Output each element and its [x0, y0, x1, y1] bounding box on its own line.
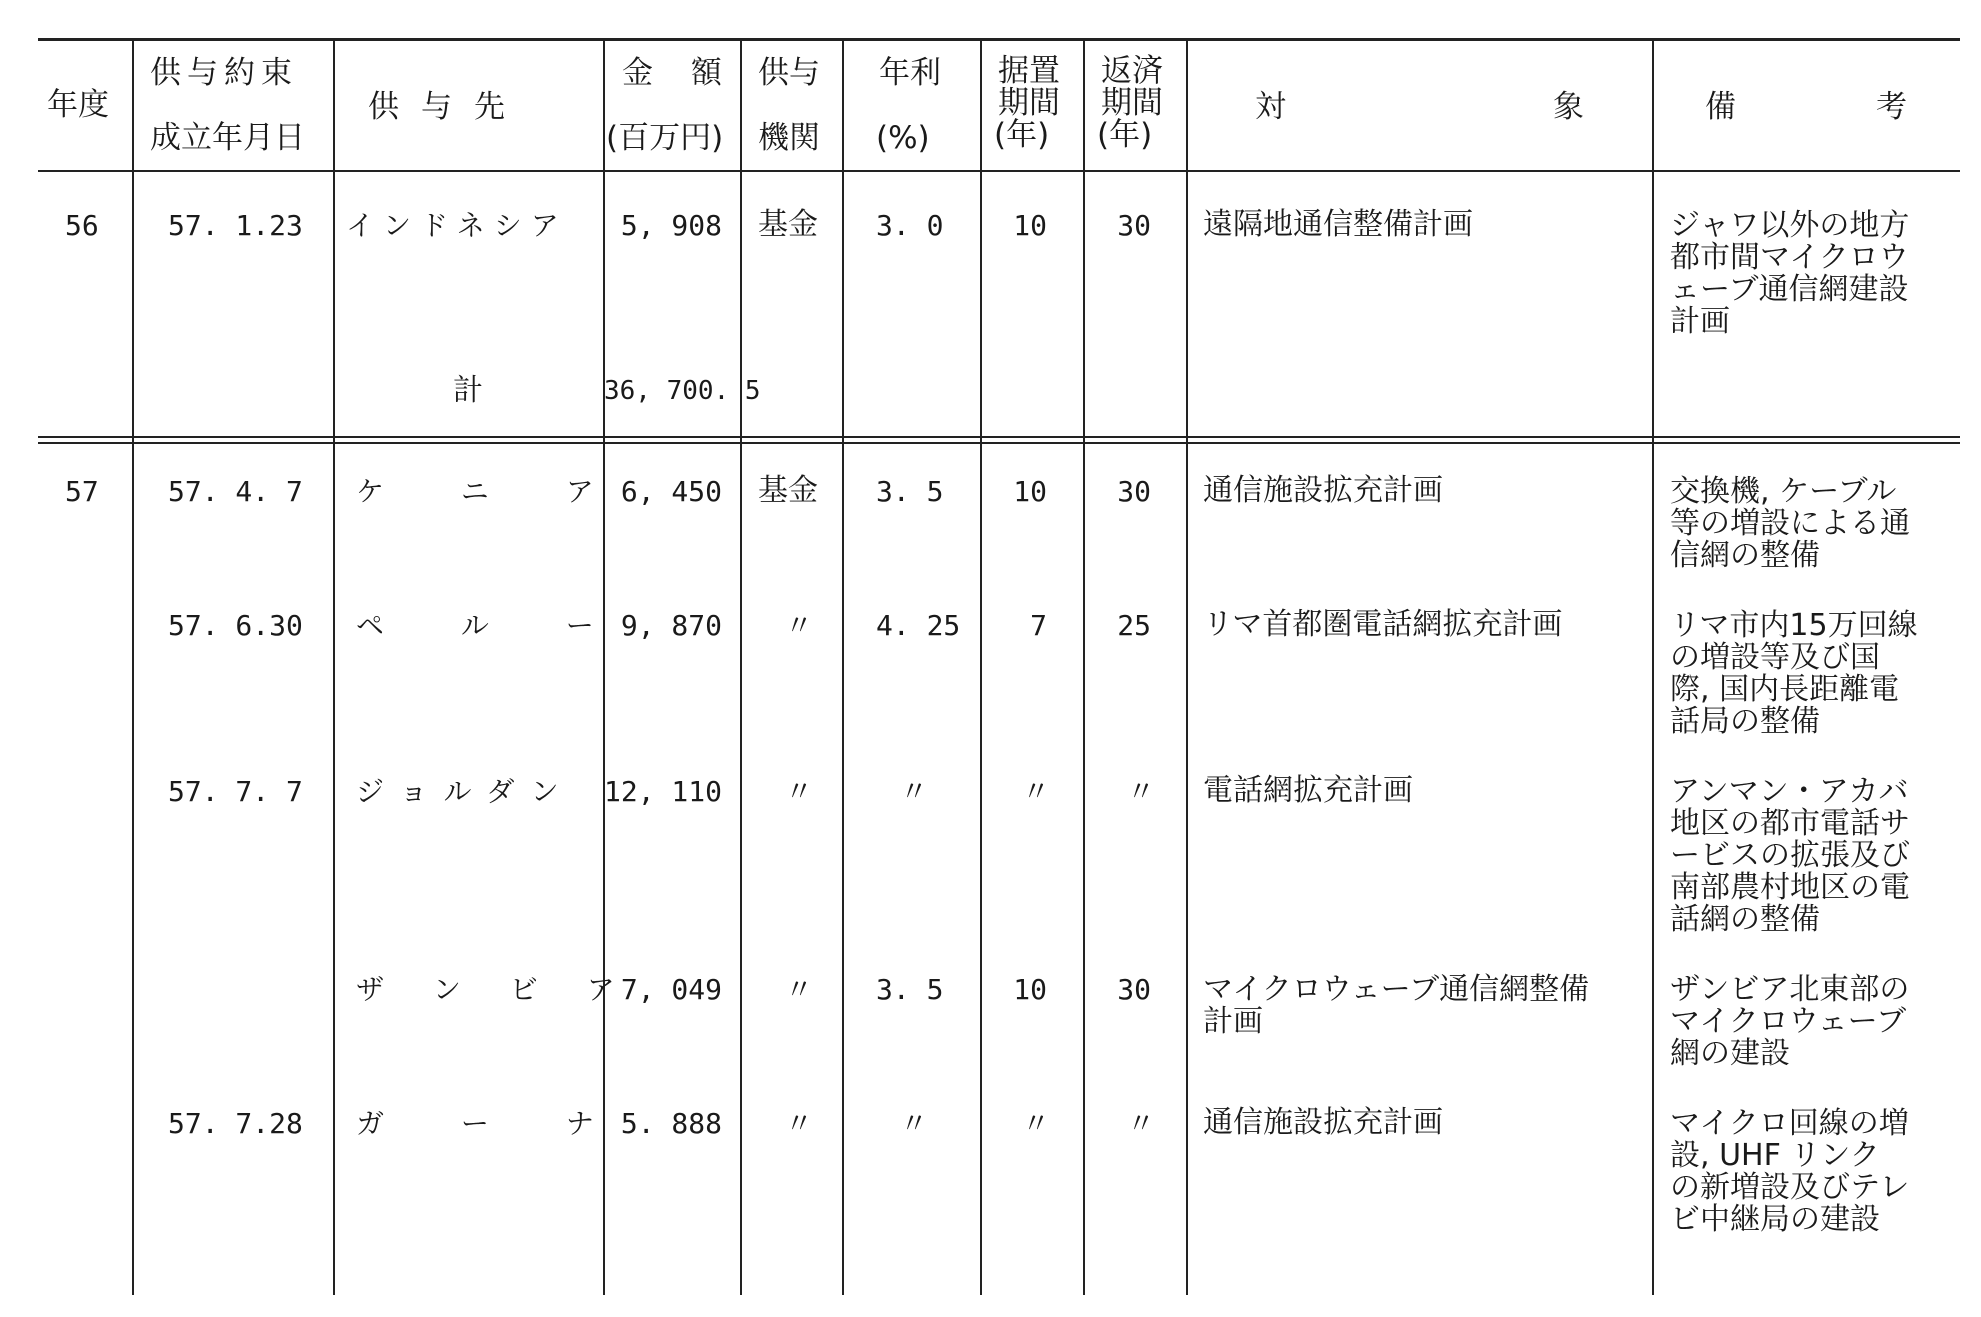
cell-recipient: ケ ニ ア: [356, 475, 628, 508]
cell-recipient: インドネシア: [346, 209, 568, 242]
cell-date: 57. 7. 7: [168, 775, 303, 808]
cell-recipient: ジョルダン: [356, 775, 575, 808]
section-rule-top: [38, 436, 1960, 438]
remarks-line: 網の建設: [1670, 1036, 1790, 1071]
cell-target: [1203, 974, 1589, 1038]
remarks-line: 都市間マイクロウ: [1670, 240, 1909, 275]
cell-remarks: [1670, 610, 1918, 738]
cell-rate: 〃: [900, 775, 929, 808]
cell-repay: 〃: [1127, 1107, 1156, 1140]
cell-rate: 3. 5: [876, 475, 944, 508]
cell-amount: 7, 049: [620, 973, 722, 1006]
header-remarks-a: 備: [1705, 89, 1736, 125]
remarks-line: 設, UHF リンク: [1670, 1138, 1880, 1173]
header-amount-line1: 金 額: [622, 55, 736, 91]
top-rule: [38, 38, 1960, 41]
header-recipient: 供与先: [368, 89, 527, 125]
cell-agency: 〃: [785, 1107, 814, 1140]
cell-date: 57. 1.23: [168, 209, 303, 242]
section-rule-bottom: [38, 442, 1960, 444]
remarks-line: ービスの拡張及び: [1670, 838, 1910, 873]
remarks-line: ジャワ以外の地方: [1670, 208, 1910, 243]
remarks-line: ザンビア北東部の: [1670, 972, 1910, 1007]
cell-target: 通信施設拡充計画: [1203, 1105, 1443, 1140]
remarks-line: 話網の整備: [1670, 902, 1820, 937]
header-grace-line1: 据置: [998, 53, 1060, 89]
cell-target: 通信施設拡充計画: [1203, 473, 1443, 508]
cell-amount: 9, 870: [620, 609, 722, 642]
cell-grace: 7: [1030, 609, 1047, 642]
cell-agency: 〃: [785, 973, 814, 1006]
cell-remarks: [1670, 974, 1909, 1070]
remarks-line: リマ市内15万回線: [1670, 608, 1918, 643]
remarks-line: 計画: [1670, 304, 1730, 339]
cell-amount: 12, 110: [603, 775, 722, 808]
remarks-line: マイクロ回線の増: [1670, 1106, 1909, 1141]
cell-date: 57. 4. 7: [168, 475, 303, 508]
cell-year: 56: [65, 209, 99, 242]
subtotal-label: 計: [453, 373, 483, 408]
cell-remarks: [1670, 776, 1910, 936]
header-rate-line2: (%): [876, 120, 930, 156]
remarks-line: の増設等及び国: [1670, 640, 1880, 675]
remarks-line: ェーブ通信網建設: [1670, 272, 1909, 307]
cell-date: 57. 6.30: [168, 609, 303, 642]
cell-recipient: ザ ン ビ ア: [356, 973, 635, 1006]
subtotal-amount: 36, 700. 5: [604, 376, 761, 406]
cell-target: 電話網拡充計画: [1203, 773, 1413, 808]
cell-rate: 3. 0: [876, 209, 944, 242]
remarks-line: 信網の整備: [1670, 538, 1820, 573]
cell-agency: 基金: [758, 207, 818, 242]
header-remarks-b: 考: [1876, 89, 1907, 125]
cell-grace: 〃: [1022, 775, 1051, 808]
header-date-line2: 成立年月日: [150, 120, 305, 156]
cell-grace: 10: [1013, 209, 1047, 242]
header-repay-line2: 期間: [1101, 85, 1163, 121]
remarks-line: 等の増設による通: [1670, 506, 1910, 541]
col-divider: [740, 38, 742, 1295]
header-year: 年度: [47, 87, 109, 123]
cell-agency: 〃: [785, 609, 814, 642]
cell-remarks: [1670, 476, 1910, 572]
cell-repay: 30: [1117, 475, 1151, 508]
cell-date: 57. 7.28: [168, 1107, 303, 1140]
header-grace-line2: 期間: [998, 85, 1060, 121]
header-agency-line1: 供与: [758, 55, 820, 91]
cell-remarks: [1670, 1108, 1909, 1236]
cell-remarks: [1670, 210, 1909, 338]
col-divider: [1652, 38, 1654, 1295]
remarks-line: の新増設及びテレ: [1670, 1170, 1910, 1205]
cell-rate: 〃: [900, 1107, 929, 1140]
cell-target: リマ首都圏電話網拡充計画: [1203, 607, 1563, 642]
header-rule: [38, 170, 1960, 172]
header-agency-line2: 機関: [758, 120, 820, 156]
target-line: マイクロウェーブ通信網整備: [1203, 972, 1590, 1007]
cell-agency: 基金: [758, 473, 818, 508]
remarks-line: 話局の整備: [1670, 704, 1820, 739]
remarks-line: アンマン・アカバ: [1670, 774, 1909, 809]
col-divider: [842, 38, 844, 1295]
cell-agency: 〃: [785, 775, 814, 808]
cell-rate: 4. 25: [876, 609, 961, 642]
cell-rate: 3. 5: [876, 973, 944, 1006]
cell-recipient: ペ ル ー: [356, 609, 628, 642]
remarks-line: 交換機, ケーブル: [1670, 474, 1897, 509]
header-target-a: 対: [1255, 89, 1286, 125]
remarks-line: 南部農村地区の電: [1670, 870, 1910, 905]
cell-recipient: ガ ー ナ: [356, 1107, 628, 1140]
remarks-line: 際, 国内長距離電: [1670, 672, 1900, 707]
header-grace-line3: (年): [994, 117, 1050, 153]
cell-amount: 5, 908: [620, 209, 722, 242]
col-divider: [980, 38, 982, 1295]
cell-year: 57: [65, 475, 99, 508]
cell-repay: 30: [1117, 209, 1151, 242]
remarks-line: ビ中継局の建設: [1670, 1202, 1880, 1237]
cell-repay: 25: [1117, 609, 1151, 642]
cell-grace: 10: [1013, 973, 1047, 1006]
cell-grace: 〃: [1022, 1107, 1051, 1140]
col-divider: [1083, 38, 1085, 1295]
header-repay-line1: 返済: [1101, 53, 1163, 89]
cell-grace: 10: [1013, 475, 1047, 508]
cell-amount: 5. 888: [620, 1107, 722, 1140]
cell-repay: 30: [1117, 973, 1151, 1006]
header-amount-line2: (百万円): [606, 120, 724, 156]
remarks-line: マイクロウェーブ: [1670, 1004, 1907, 1039]
cell-target: 遠隔地通信整備計画: [1203, 207, 1473, 242]
target-line: 計画: [1203, 1004, 1263, 1039]
col-divider: [132, 38, 134, 1295]
header-target-b: 象: [1553, 89, 1584, 125]
header-repay-line3: (年): [1097, 117, 1153, 153]
header-date-line1: 供与約束: [150, 55, 298, 91]
col-divider: [1186, 38, 1188, 1295]
cell-repay: 〃: [1127, 775, 1156, 808]
cell-amount: 6, 450: [620, 475, 722, 508]
header-rate-line1: 年利: [879, 55, 941, 91]
col-divider: [333, 38, 335, 1295]
remarks-line: 地区の都市電話サ: [1670, 806, 1910, 841]
